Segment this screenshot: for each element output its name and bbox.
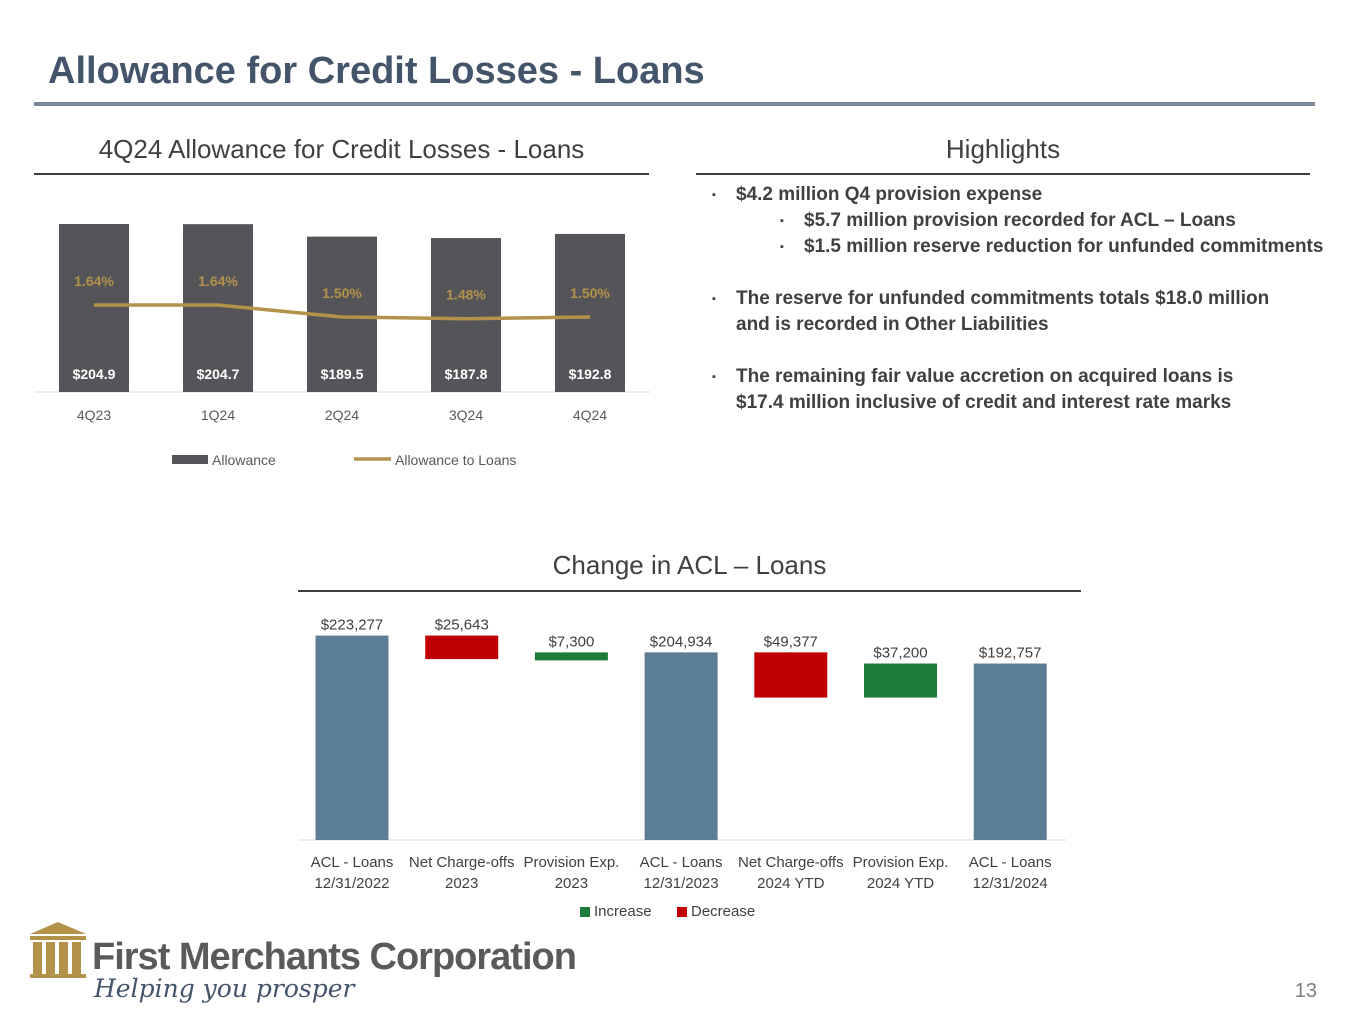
allowance-chart-divider <box>34 173 649 175</box>
company-name: First Merchants Corporation <box>92 936 576 978</box>
x-tick-label: 1Q24 <box>200 407 236 423</box>
ratio-point-label: 1.64% <box>74 273 114 289</box>
square-bullet-icon: ▪ <box>712 293 716 305</box>
waterfall-bar-decrease <box>754 652 827 697</box>
x-tick-label: 3Q24 <box>448 407 484 423</box>
legend-increase: Increase <box>580 903 652 920</box>
allowance-chart <box>34 200 654 480</box>
x-tick-label: Provision Exp. <box>523 854 620 871</box>
x-tick-label: 12/31/2022 <box>314 875 390 892</box>
square-bullet-icon: ▪ <box>780 241 784 253</box>
x-tick-label: 2023 <box>554 875 589 892</box>
ratio-point-label: 1.64% <box>198 273 238 289</box>
waterfall-bar-total <box>316 636 389 840</box>
x-tick-label: 2024 YTD <box>866 875 935 892</box>
waterfall-value-label: $25,643 <box>434 616 489 634</box>
highlight-item: ▪ $4.2 million Q4 provision expense <box>712 182 1352 208</box>
legend-swatch-allowance <box>172 455 208 464</box>
waterfall-chart <box>290 600 1080 900</box>
title-divider <box>34 102 1315 106</box>
allowance-chart-title: 4Q24 Allowance for Credit Losses - Loans <box>98 134 585 164</box>
x-tick-label: 12/31/2023 <box>643 875 719 892</box>
x-tick-label: ACL - Loans <box>639 854 723 871</box>
waterfall-chart-divider <box>298 590 1081 592</box>
x-tick-label: 12/31/2024 <box>972 875 1048 892</box>
x-tick-label: ACL - Loans <box>310 854 394 871</box>
waterfall-bar-decrease <box>425 636 498 659</box>
highlight-item: ▪ The reserve for unfunded commitments totals $18.0 million and is recorded in Other Liabilities <box>712 288 1270 335</box>
legend-swatch-increase <box>580 907 590 917</box>
company-tagline: Helping you prosper <box>94 974 355 1003</box>
x-tick-label: 2Q24 <box>324 407 360 423</box>
x-tick-label: 4Q24 <box>572 407 608 423</box>
page-number: 13 <box>1294 980 1317 1002</box>
ratio-point-label: 1.50% <box>322 285 362 301</box>
ratio-point-label: 1.48% <box>446 286 486 303</box>
highlight-subitem: ▪ $5.7 million provision recorded for ACL – Loans <box>712 208 1352 234</box>
x-tick-label: 4Q23 <box>76 407 112 423</box>
highlight-subitem: ▪ $1.5 million reserve reduction for unfunded commitments <box>712 234 1352 260</box>
company-logo-icon <box>28 920 88 980</box>
highlights-list <box>712 182 1352 416</box>
allowance-bar-label: $192.8 <box>568 366 612 382</box>
square-bullet-icon: ▪ <box>780 215 784 227</box>
allowance-bar-label: $204.9 <box>72 366 116 382</box>
highlights-title: Highlights <box>945 134 1061 164</box>
x-tick-label: 2023 <box>445 875 479 892</box>
x-tick-label: Net Charge-offs <box>408 854 515 871</box>
waterfall-value-label: $223,277 <box>320 616 384 634</box>
page-title: Allowance for Credit Losses - Loans <box>48 50 705 92</box>
waterfall-bar-total <box>974 664 1047 840</box>
waterfall-chart-title: Change in ACL – Loans <box>552 550 827 580</box>
waterfall-bar-total <box>645 652 718 840</box>
highlight-item: ▪ The remaining fair value accretion on acquired loans is $17.4 million inclusive of credit and interest rate marks <box>712 366 1234 413</box>
legend-swatch-decrease <box>677 907 687 917</box>
legend-label-allowance: Allowance <box>212 452 276 468</box>
ratio-point-label: 1.50% <box>570 285 610 301</box>
waterfall-bar-increase <box>864 664 937 698</box>
highlights-divider <box>696 173 1310 175</box>
allowance-bar-label: $187.8 <box>444 366 488 382</box>
x-tick-label: Provision Exp. <box>852 854 949 871</box>
square-bullet-icon: ▪ <box>712 371 716 383</box>
x-tick-label: 2024 YTD <box>757 875 825 892</box>
waterfall-value-label: $204,934 <box>649 633 713 651</box>
waterfall-value-label: $7,300 <box>548 633 595 651</box>
legend-decrease: Decrease <box>677 903 755 920</box>
allowance-bar-label: $204.7 <box>196 366 240 382</box>
x-tick-label: Net Charge-offs <box>737 854 844 871</box>
waterfall-value-label: $49,377 <box>763 633 818 651</box>
waterfall-value-label: $37,200 <box>873 644 928 662</box>
allowance-bar-label: $189.5 <box>320 366 364 382</box>
waterfall-value-label: $192,757 <box>978 644 1042 662</box>
x-tick-label: ACL - Loans <box>968 854 1052 871</box>
waterfall-bar-increase <box>535 652 608 660</box>
square-bullet-icon: ▪ <box>712 189 716 201</box>
legend-label-ratio: Allowance to Loans <box>395 452 517 468</box>
